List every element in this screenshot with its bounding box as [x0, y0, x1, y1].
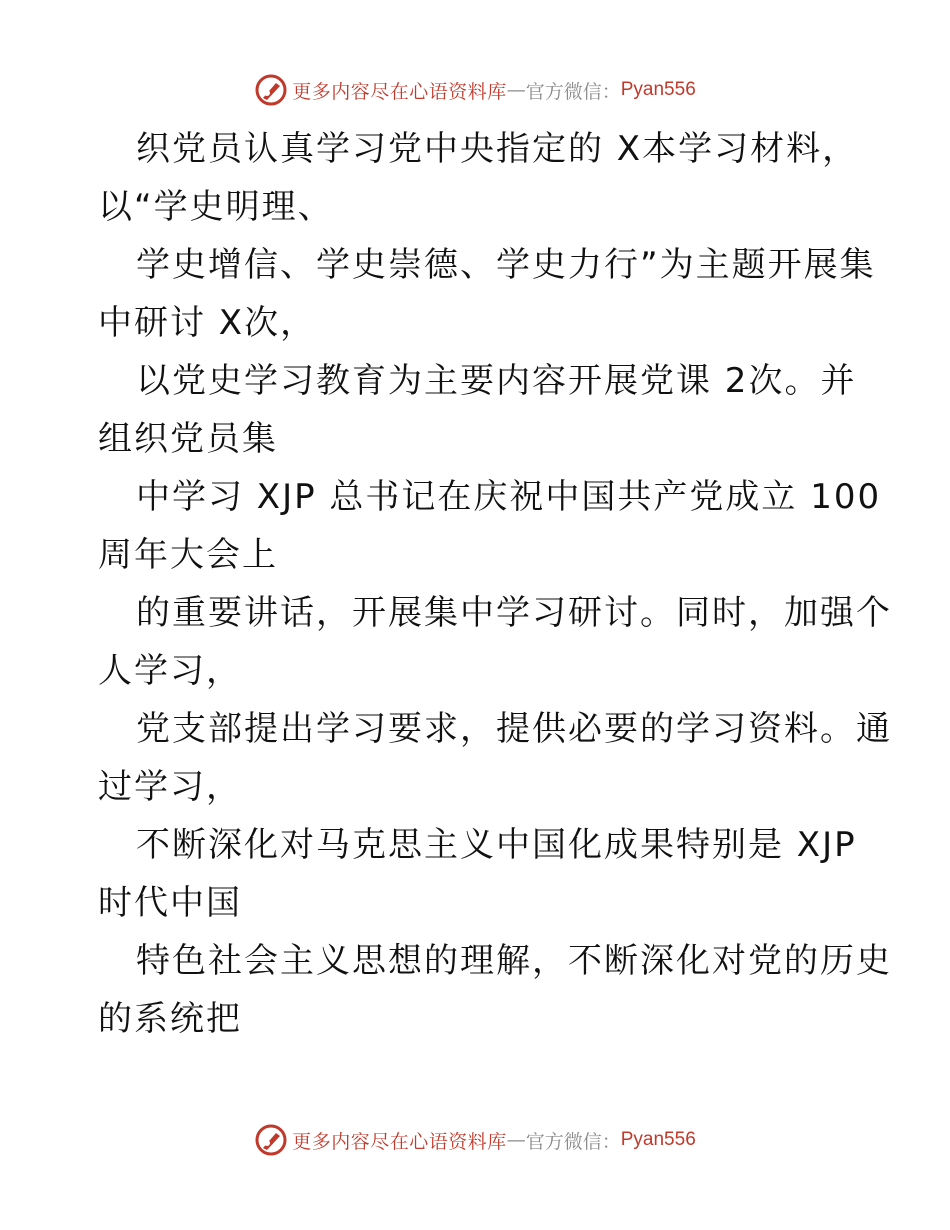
text-line: 人学习，	[98, 651, 242, 691]
footer-dash: —	[506, 1129, 526, 1151]
text-line: 不断深化对马克思主义中国化成果特别是 XJP	[136, 825, 857, 865]
text-line: 以“学史明理、	[98, 187, 334, 227]
text-line: 以党史学习教育为主要内容开展党课 2次。并	[136, 361, 857, 401]
document-body	[98, 120, 892, 1048]
text-line: 过学习，	[98, 767, 242, 807]
text-line: 的系统把	[98, 999, 242, 1039]
footer-wechat-label: 官方微信：	[525, 1130, 621, 1153]
text-line: 特色社会主义思想的理解，不断深化对党的历史	[136, 941, 892, 981]
header-banner	[0, 72, 950, 108]
logo-icon	[254, 1123, 288, 1157]
header-dash: —	[506, 79, 526, 101]
text-line: 中研讨 X次，	[98, 303, 317, 343]
footer-wechat-id: Pyan556	[620, 1129, 696, 1150]
text-line: 时代中国	[98, 883, 242, 923]
text-line: 中学习 XJP 总书记在庆祝中国共产党成立 100	[136, 477, 882, 517]
text-line: 组织党员集	[98, 419, 278, 459]
footer-banner	[0, 1122, 950, 1158]
footer-site-text: 更多内容尽在心语资料库	[292, 1130, 507, 1153]
logo-icon	[254, 73, 288, 107]
text-line: 周年大会上	[98, 535, 278, 575]
text-line: 织党员认真学习党中央指定的 X本学习材料，	[136, 129, 859, 169]
text-line: 学史增信、学史崇德、学史力行”为主题开展集	[136, 245, 876, 285]
text-line: 党支部提出学习要求，提供必要的学习资料。通	[136, 709, 892, 749]
header-site-text: 更多内容尽在心语资料库	[292, 80, 507, 103]
header-wechat-id: Pyan556	[620, 79, 696, 100]
text-line: 的重要讲话，开展集中学习研讨。同时，加强个	[136, 593, 892, 633]
header-wechat-label: 官方微信：	[525, 80, 621, 103]
